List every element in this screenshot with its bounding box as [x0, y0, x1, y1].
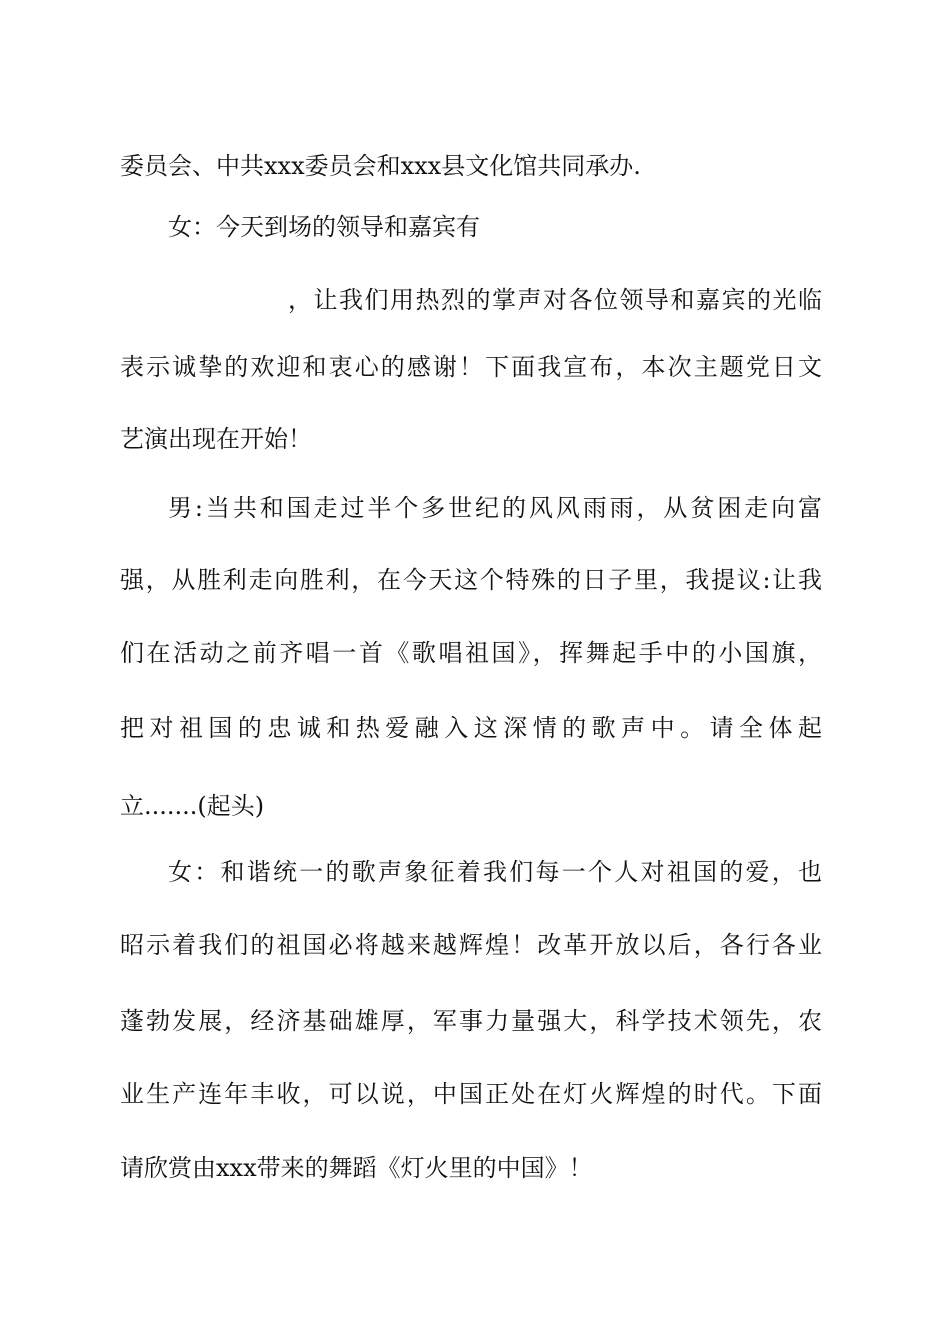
text-line-12: 昭示着我们的祖国必将越来越辉煌！改革开放以后，各行各业 [120, 931, 822, 959]
text-line-10: 立.......(起头) [120, 792, 265, 820]
text-line-2: 女：今天到场的领导和嘉宾有 [168, 213, 480, 241]
text-line-15: 请欣赏由xxx带来的舞蹈《灯火里的中国》！ [120, 1154, 593, 1182]
text-line-3: ，让我们用热烈的掌声对各位领导和嘉宾的光临 [288, 286, 822, 314]
text-line-1: 委员会、中共xxx委员会和xxx县文化馆共同承办. [120, 152, 641, 180]
text-line-14: 业生产连年丰收，可以说，中国正处在灯火辉煌的时代。下面 [120, 1080, 822, 1108]
text-line-6: 男:当共和国走过半个多世纪的风风雨雨，从贫困走向富 [168, 494, 822, 522]
text-line-9: 把对祖国的忠诚和热爱融入这深情的歌声中。请全体起 [120, 714, 822, 742]
text-line-13: 蓬勃发展，经济基础雄厚，军事力量强大，科学技术领先，农 [120, 1007, 822, 1035]
text-line-11: 女：和谐统一的歌声象征着我们每一个人对祖国的爱，也 [168, 858, 822, 886]
text-line-5: 艺演出现在开始！ [120, 425, 312, 453]
text-line-7: 强，从胜利走向胜利，在今天这个特殊的日子里，我提议:让我 [120, 566, 822, 594]
text-line-8: 们在活动之前齐唱一首《歌唱祖国》，挥舞起手中的小国旗， [120, 639, 822, 667]
text-line-4: 表示诚挚的欢迎和衷心的感谢！下面我宣布，本次主题党日文 [120, 353, 822, 381]
